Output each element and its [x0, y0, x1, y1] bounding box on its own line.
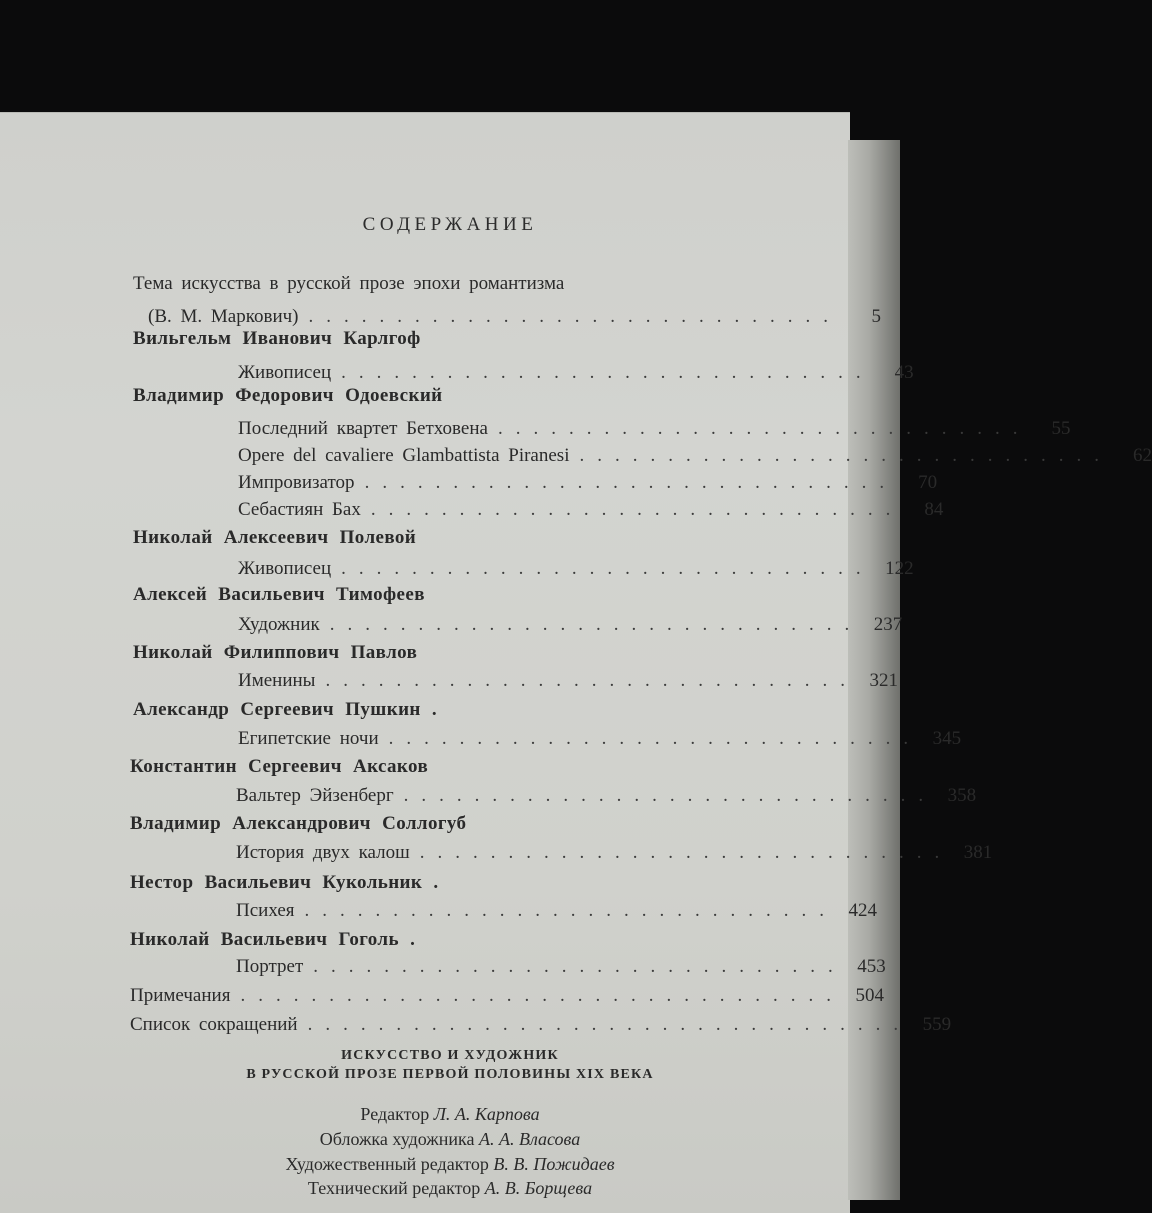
toc-entry	[236, 840, 993, 866]
toc-entry-title: Портрет	[236, 956, 304, 977]
credit-line	[0, 1129, 900, 1150]
toc-entry-page: 358	[947, 785, 977, 806]
toc-entry-title: История двух калош	[236, 842, 410, 863]
toc-entry	[236, 783, 977, 809]
toc-leader-dots: ..............................	[304, 900, 838, 921]
credit-line	[0, 1154, 900, 1175]
toc-entry-page: 62	[1132, 445, 1152, 466]
toc-entry-page: 424	[848, 900, 878, 921]
toc-leader-dots: ..............................	[341, 558, 874, 579]
toc-entry-title: Египетские ночи	[238, 728, 379, 749]
toc-entry	[238, 556, 914, 582]
credit-line	[0, 1178, 900, 1199]
toc-entry	[130, 983, 884, 1009]
toc-author: Николай Васильевич Гоголь .	[130, 929, 416, 950]
toc-entry-title: Импровизатор	[238, 472, 355, 493]
toc-leader-dots: ..............................	[388, 728, 922, 749]
toc-entry	[238, 668, 898, 694]
credit-role: Технический редактор	[307, 1178, 481, 1198]
toc-leader-dots: ..............................	[341, 362, 874, 383]
toc-leader-dots: ..............................	[403, 785, 937, 806]
toc-entry	[130, 1012, 952, 1038]
toc-entry-page: 5	[871, 306, 882, 327]
toc-entry	[238, 416, 1071, 442]
toc-leader-dots: ..................................	[307, 1014, 912, 1035]
toc-leader-dots: ..............................	[497, 418, 1031, 439]
toc-entry-page: 122	[885, 558, 914, 579]
credit-role: Обложка художника	[319, 1129, 475, 1149]
toc-entry	[238, 726, 962, 752]
toc-entry	[236, 954, 886, 980]
toc-author: Николай Алексеевич Полевой	[133, 527, 417, 548]
toc-author: Алексей Васильевич Тимофеев	[133, 584, 425, 605]
toc-entry-title: Вальтер Эйзенберг	[236, 785, 394, 806]
book-title-line-2: В РУССКОЙ ПРОЗЕ ПЕРВОЙ ПОЛОВИНЫ XIX ВЕКА	[246, 1067, 654, 1082]
toc-leader-dots: ..............................	[325, 670, 858, 691]
toc-author: Константин Сергеевич Аксаков	[130, 756, 429, 777]
toc-leader-dots: ..............................	[308, 306, 842, 327]
toc-author: Владимир Федорович Одоевский	[133, 385, 443, 406]
toc-entry	[238, 612, 903, 638]
toc-author: Владимир Александрович Соллогуб	[130, 813, 467, 834]
toc-entry-page: 559	[922, 1014, 952, 1035]
toc-entry-page: 345	[932, 728, 962, 749]
toc-entry-title: Список сокращений	[130, 1014, 298, 1035]
toc-entry-title: Примечания	[130, 985, 231, 1006]
toc-leader-dots: ..............................	[419, 842, 953, 863]
toc-entry-title: Последний квартет Бетховена	[238, 418, 488, 439]
credit-name: Л. А. Карпова	[433, 1104, 540, 1124]
toc-entry-page: 321	[869, 670, 898, 691]
toc-entry-page: 453	[857, 956, 886, 977]
toc-leader-dots: ..............................	[370, 499, 904, 520]
credit-name: А. В. Борщева	[484, 1178, 593, 1198]
toc-entry-page: 504	[855, 985, 884, 1006]
toc-entry	[133, 271, 693, 297]
toc-entry-page: 70	[918, 472, 938, 493]
toc-entry	[238, 443, 1152, 469]
toc-entry-page: 381	[963, 842, 993, 863]
toc-entry-title: Художник	[238, 614, 320, 635]
toc-entry-title: Психея	[236, 900, 295, 921]
toc-entry-title: Себастиян Бах	[238, 499, 361, 520]
toc-entry-title: Живописец	[238, 362, 332, 383]
toc-author: Нестор Васильевич Кукольник .	[130, 872, 439, 893]
toc-entry-title: Живописец	[238, 558, 332, 579]
toc-entry-page: 55	[1051, 418, 1071, 439]
toc-author: Вильгельм Иванович Карлгоф	[133, 328, 421, 349]
toc-leader-dots: ..............................	[579, 445, 1112, 466]
toc-entry-page: 237	[873, 614, 903, 635]
book-title-line-1: ИСКУССТВО И ХУДОЖНИК	[341, 1048, 559, 1063]
toc-leader-dots: ..................................	[240, 985, 844, 1006]
toc-entry-title: Именины	[238, 670, 316, 691]
toc-entry-page: 84	[924, 499, 944, 520]
credit-line	[0, 1104, 900, 1125]
toc-author: Николай Филиппович Павлов	[133, 642, 418, 663]
toc-author: Александр Сергеевич Пушкин .	[133, 699, 438, 720]
page-title: СОДЕРЖАНИЕ	[362, 214, 538, 235]
toc-entry	[238, 497, 944, 523]
credit-role: Художественный редактор	[285, 1154, 489, 1174]
toc-leader-dots: ..............................	[364, 472, 898, 493]
toc-entry-page: 43	[894, 362, 914, 383]
toc-entry-title: Opere del cavaliere Glambattista Piranesi	[238, 445, 570, 466]
toc-entry-title: Тема искусства в русской прозе эпохи романтизма	[133, 273, 565, 294]
toc-entry	[236, 898, 878, 924]
credit-name: А. А. Власова	[478, 1129, 581, 1149]
toc-entry-title: (В. М. Маркович)	[148, 306, 299, 327]
credit-role: Редактор	[360, 1104, 430, 1124]
toc-entry	[238, 470, 938, 496]
toc-leader-dots: ..............................	[313, 956, 846, 977]
credit-name: В. В. Пожидаев	[493, 1154, 615, 1174]
toc-leader-dots: ..............................	[329, 614, 863, 635]
